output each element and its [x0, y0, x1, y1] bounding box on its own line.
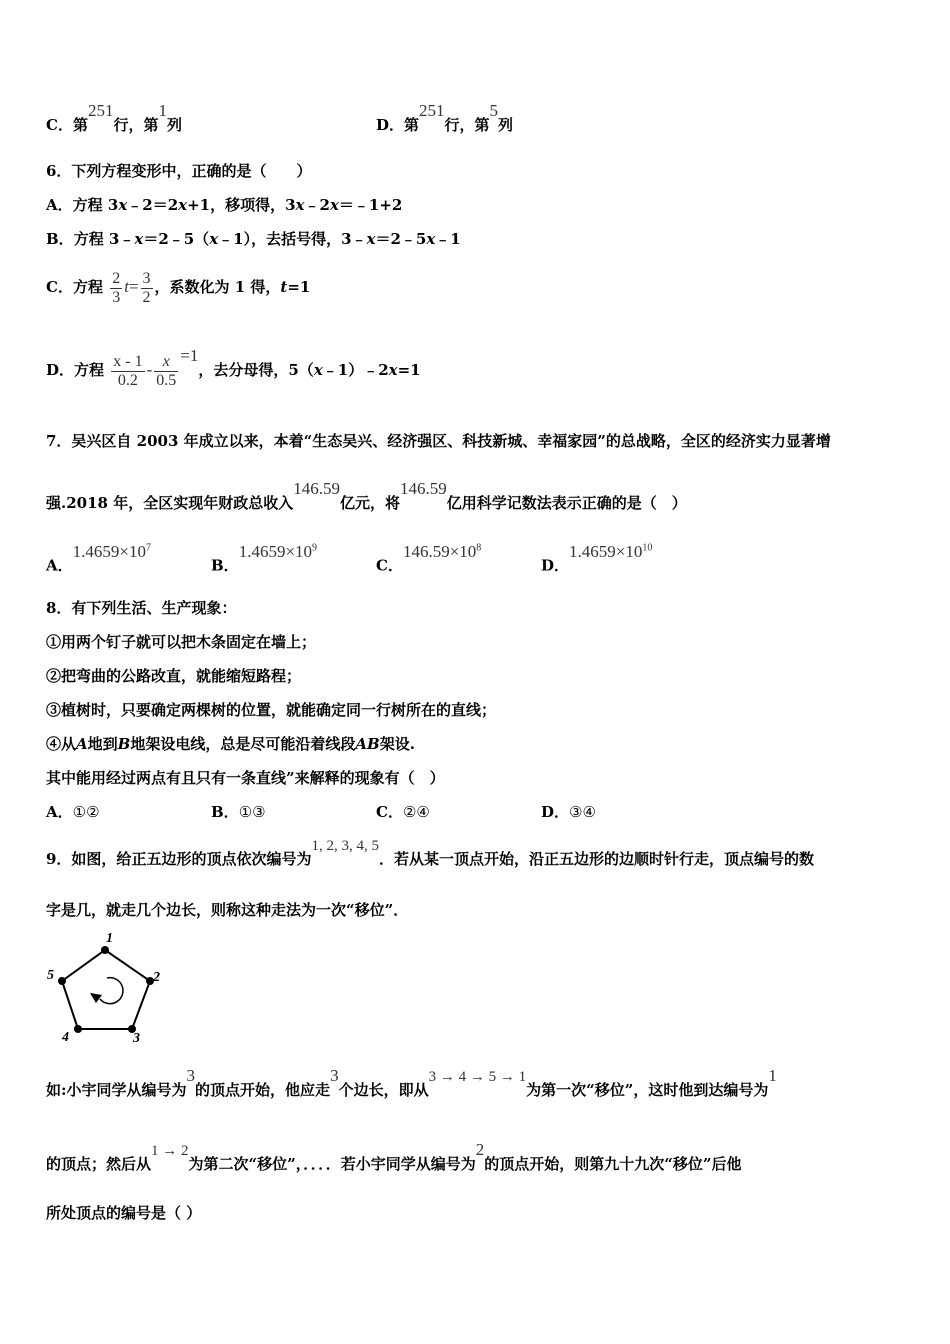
math-path: 3 → 4 → 5 → 1 — [428, 1069, 527, 1085]
vertex-label-1: 1 — [106, 931, 113, 946]
option-label: D． — [541, 556, 570, 575]
text: 为第二次“移位”，．．．．若小宇同学从编号为 — [188, 1155, 476, 1173]
text: ﹣1），去括号得，3﹣ — [218, 230, 367, 248]
q8-item-1: ①用两个钉子就可以把木条固定在墙上； — [46, 633, 317, 651]
text: 行，第 — [113, 116, 159, 134]
exponent: 9 — [312, 542, 318, 553]
option-label: C． — [46, 116, 73, 134]
math-number: 3 — [186, 1066, 196, 1085]
text: 为第一次“移位”，这时他到达编号为 — [526, 1081, 769, 1099]
q8-item-3: ③植树时，只要确定两棵树的位置，就能确定同一行树所在的直线； — [46, 701, 497, 719]
text: 方程 — [72, 278, 103, 296]
text: ．若从某一顶点开始，沿正五边形的边顺时针行走，顶点编号的数 — [378, 850, 814, 868]
text: 9．如图，给正五边形的顶点依次编号为 — [46, 850, 312, 868]
math-value — [403, 542, 481, 561]
exponent: 8 — [476, 542, 482, 553]
math-path: 1 → 2 — [151, 1143, 189, 1159]
text: 架设. — [379, 735, 415, 753]
base: 1.4659×10 — [569, 541, 643, 561]
var: x — [295, 196, 305, 214]
minus: - — [146, 360, 153, 379]
text: 的顶点；然后从 — [46, 1155, 152, 1173]
q8-question: 其中能用经过两点有且只有一条直线”来解释的现象有（ ） — [46, 769, 445, 787]
option-label: D． — [46, 361, 75, 379]
option-value: ①③ — [238, 803, 266, 821]
pentagon-shape — [62, 950, 150, 1029]
q8-item-4 — [46, 734, 415, 754]
text: 如:小宇同学从编号为 — [46, 1081, 187, 1099]
text: 第 — [404, 116, 420, 134]
text: ﹣2＝2 — [127, 196, 179, 214]
text: 行，第 — [444, 116, 490, 134]
q7-line1: 7．吴兴区自 2003 年成立以来，本着“生态吴兴、经济强区、科技新城、幸福家园”的总战略，全区的经济实力显著增 — [46, 432, 831, 450]
q6-option-d — [46, 346, 421, 390]
math-value — [569, 542, 652, 561]
option-label: C． — [46, 278, 73, 296]
var: x — [178, 196, 188, 214]
q9-line4 — [46, 1140, 742, 1175]
arrow-head-icon — [90, 993, 102, 1003]
math-numbers: 1, 2, 3, 4, 5 — [311, 838, 379, 854]
text: ，去分母得，5（ — [198, 361, 314, 379]
var: x — [209, 230, 219, 248]
option-label: D． — [541, 803, 570, 821]
q8-option-a — [46, 802, 100, 822]
math-number: 251 — [87, 101, 114, 120]
q8-option-b — [211, 802, 266, 822]
exponent: 7 — [145, 542, 151, 553]
text: 方程 — [74, 361, 105, 379]
numerator: x - 1 — [113, 352, 143, 370]
q9-line1 — [46, 838, 814, 870]
option-value: ②④ — [402, 803, 430, 821]
q8-option-d — [541, 802, 596, 822]
var: AB — [355, 735, 380, 753]
var: B — [117, 735, 131, 753]
text: 的顶点开始，他应走 — [195, 1081, 331, 1099]
q5-option-c — [46, 101, 182, 135]
fraction — [141, 270, 153, 307]
option-label: C． — [376, 556, 403, 575]
q6-option-c — [46, 268, 310, 307]
math-value — [73, 542, 151, 561]
option-value: ③④ — [569, 803, 596, 821]
clockwise-arrow-icon — [100, 978, 123, 1004]
numerator: 3 — [142, 269, 151, 287]
math-number: 2 — [475, 1140, 485, 1159]
denominator: 0.5 — [156, 371, 177, 389]
q8-item-2: ②把弯曲的公路改直，就能缩短路程； — [46, 667, 302, 685]
q8-option-c — [376, 802, 430, 822]
vertex-1 — [101, 946, 109, 954]
base: 1.4659×10 — [238, 541, 313, 561]
numerator: x — [154, 353, 178, 372]
text: 亿用科学记数法表示正确的是（ ） — [446, 494, 687, 512]
var: x — [426, 230, 436, 248]
text: 的顶点开始，则第九十九次“移位”后他 — [484, 1155, 742, 1173]
text: =1 — [397, 361, 421, 379]
math-number: 5 — [489, 101, 499, 120]
math-number: 251 — [419, 101, 445, 120]
text: ＝2﹣5 — [375, 230, 427, 248]
q6-option-b — [46, 229, 461, 249]
option-label: D． — [376, 116, 405, 134]
math-number: 146.59 — [293, 479, 340, 498]
option-value: ①② — [72, 803, 100, 821]
text: ④从 — [46, 735, 77, 753]
math-number: 1 — [768, 1066, 777, 1085]
var: x — [366, 230, 376, 248]
fraction — [154, 353, 178, 390]
equals: = — [128, 277, 139, 296]
option-label: A． — [46, 803, 73, 821]
option-label: A． — [46, 556, 73, 575]
text: 强.2018 年，全区实现年财政总收入 — [46, 494, 294, 512]
base: 1.4659×10 — [72, 541, 146, 561]
text: 方程 3﹣ — [73, 230, 135, 248]
var: x — [118, 196, 128, 214]
numerator: 2 — [112, 269, 121, 287]
exponent: 10 — [642, 542, 653, 553]
text: ＝﹣1+2 — [338, 196, 403, 214]
math-value — [239, 542, 317, 561]
vertex-5 — [58, 977, 66, 985]
q9-line3 — [46, 1066, 777, 1101]
vertex-label-5: 5 — [47, 968, 54, 983]
text: ﹣1）﹣2 — [322, 361, 389, 379]
q8-stem: 8．有下列生活、生产现象： — [46, 599, 237, 617]
q9-line5: 所处顶点的编号是（ ） — [46, 1204, 202, 1222]
text: 地到 — [87, 735, 118, 753]
var: x — [329, 196, 339, 214]
q7-line2 — [46, 479, 687, 513]
var: x — [313, 361, 323, 379]
fraction — [110, 270, 122, 307]
q6-stem: 6．下列方程变形中，正确的是（ ） — [46, 162, 312, 180]
text: +1，移项得，3 — [187, 196, 296, 214]
denominator: 2 — [142, 288, 151, 306]
q9-line2: 字是几，就走几个边长，则称这种走法为一次“移位”． — [46, 901, 409, 919]
vertex-4 — [74, 1025, 82, 1033]
option-label: A． — [46, 196, 73, 214]
vertex-label-4: 4 — [62, 1030, 69, 1045]
equals: =1 — [180, 346, 199, 365]
var: x — [134, 230, 144, 248]
var: x — [388, 361, 398, 379]
text: 亿元，将 — [339, 494, 400, 512]
math-number: 3 — [330, 1066, 339, 1085]
var: t — [280, 278, 288, 296]
text: 地架设电线，总是尽可能沿着线段 — [130, 735, 356, 753]
base: 146.59×10 — [402, 541, 477, 561]
option-label: C． — [376, 803, 403, 821]
text: 列 — [166, 116, 182, 134]
var: t — [124, 277, 129, 296]
denominator: 3 — [112, 288, 121, 306]
text: ，系数化为 1 得， — [154, 278, 281, 296]
option-label: B． — [46, 230, 74, 248]
vertex-label-2: 2 — [153, 970, 160, 985]
text: ＝2﹣5（ — [143, 230, 210, 248]
vertex-label-3: 3 — [133, 1031, 140, 1046]
text: =1 — [287, 278, 311, 296]
denominator: 0.2 — [117, 371, 138, 389]
text: ﹣2 — [304, 196, 330, 214]
q5-option-d — [376, 101, 514, 135]
q8-options — [46, 802, 906, 824]
text: 个边长，即从 — [338, 1081, 429, 1099]
pentagon-figure — [40, 925, 180, 1050]
text: ﹣1 — [435, 230, 461, 248]
option-label: B． — [211, 803, 239, 821]
option-label: B． — [211, 556, 239, 575]
text: 第 — [72, 116, 88, 134]
math-number: 1 — [158, 101, 167, 120]
text: 列 — [498, 116, 514, 134]
math-number: 146.59 — [399, 479, 447, 498]
q6-option-a — [46, 195, 402, 215]
text: 方程 3 — [72, 196, 119, 214]
fraction — [111, 353, 144, 390]
var: A — [76, 735, 88, 753]
